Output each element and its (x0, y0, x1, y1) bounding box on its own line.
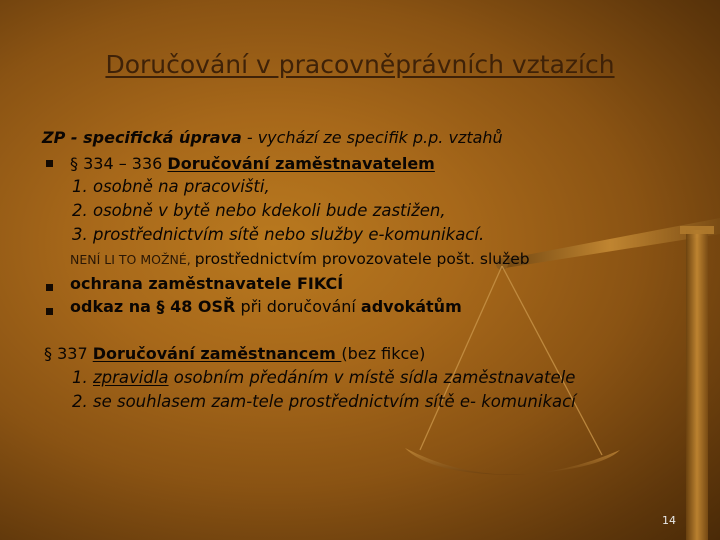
bullet-marker (46, 160, 53, 167)
list-item-emphasis: zpravidla (93, 368, 169, 387)
intro-bold: ZP - specifická úprava (42, 128, 242, 147)
fallback-rest: prostřednictvím provozovatele pošt. služeb (194, 250, 530, 268)
osr-reference: odkaz na § 48 OSŘ (70, 297, 236, 316)
section-334-prefix: § 334 – 336 (70, 154, 168, 173)
section-337-heading: Doručování zaměstnancem (92, 344, 342, 363)
intro-rest: - vychází ze specifik p.p. vztahů (241, 128, 503, 147)
section-334-heading: Doručování zaměstnavatelem (167, 154, 435, 173)
bullet-marker (46, 308, 53, 315)
section-337-suffix: (bez fikce) (341, 344, 426, 363)
list-item: 1. osobně na pracovišti, (72, 177, 270, 196)
bullet-item-fikce: ochrana zaměstnavatele FIKCÍ (70, 274, 344, 293)
page-number: 14 (662, 514, 676, 527)
list-item-number: 1. (72, 368, 93, 387)
section-337-prefix: § 337 (44, 344, 93, 363)
osr-mid: při doručování (235, 297, 361, 316)
bullet-item-osr (70, 297, 462, 316)
slide-title: Doručování v pracovněprávních vztazích (105, 50, 615, 79)
list-item: 2. osobně v bytě nebo kdekoli bude zastižen, (72, 201, 446, 220)
bullet-marker (46, 284, 53, 291)
osr-target: advokátům (360, 297, 462, 316)
section-337-line (44, 344, 425, 363)
fallback-condition: NENÍ LI TO MOŽNÉ, (70, 252, 195, 267)
intro-line (42, 128, 503, 147)
bullet-item-334 (70, 154, 435, 173)
list-item: 2. se souhlasem zam-tele prostřednictvím sítě e- komunikací (72, 392, 576, 411)
list-item: 3. prostřednictvím sítě nebo služby e-komunikací. (72, 225, 485, 244)
list-item (72, 368, 575, 387)
list-item-text: osobním předáním v místě sídla zaměstnavatele (168, 368, 576, 387)
fallback-line (70, 250, 530, 268)
